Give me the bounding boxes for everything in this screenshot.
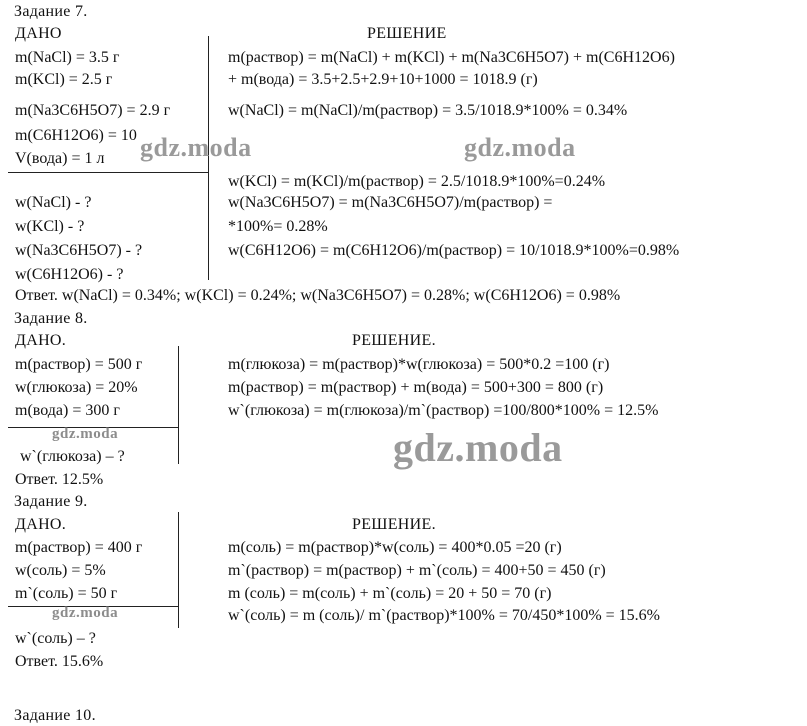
task7-solution-2: + m(вода) = 3.5+2.5+2.9+10+1000 = 1018.9 (г): [228, 71, 538, 88]
task7-divider-horizontal: [8, 172, 208, 173]
task7-solution-5: w(Na3C6H5O7) = m(Na3C6H5O7)/m(раствор) =: [228, 194, 553, 211]
task9-answer: Ответ. 15.6%: [15, 653, 104, 670]
task10-title: Задание 10.: [14, 707, 96, 724]
task8-given-3: m(вода) = 300 г: [15, 402, 120, 419]
watermark-logo: gdz.moda: [140, 133, 252, 162]
task7-find-1: w(NaCl) - ?: [15, 194, 92, 211]
task9-given-1: m(раствор) = 400 г: [15, 539, 143, 556]
task9-solution-label: РЕШЕНИЕ.: [352, 516, 436, 533]
task7-solution-6: *100%= 0.28%: [228, 218, 328, 235]
task9-find: w`(соль) – ?: [15, 630, 96, 647]
task7-solution-3: w(NaCl) = m(NaCl)/m(раствор) = 3.5/1018.9*100% = 0.34%: [228, 102, 628, 119]
task7-given-label: ДАНО: [15, 25, 62, 42]
task7-solution-1: m(раствор) = m(NaCl) + m(KCl) + m(Na3C6H5O7) + m(C6H12O6): [228, 49, 675, 66]
watermark-logo: gdz.moda: [464, 133, 576, 162]
task7-find-4: w(C6H12O6) - ?: [15, 266, 124, 283]
task8-title: Задание 8.: [14, 310, 88, 327]
task9-divider-vertical: [178, 512, 179, 628]
watermark-logo: gdz.moda: [393, 425, 563, 470]
task9-solution-1: m(соль) = m(раствор)*w(соль) = 400*0.05 =20 (г): [228, 539, 562, 556]
watermark-logo: gdz.moda: [52, 605, 119, 621]
task8-divider-vertical: [178, 346, 179, 464]
task7-solution-label: РЕШЕНИЕ: [367, 25, 447, 42]
task8-solution-1: m(глюкоза) = m(раствор)*w(глюкоза) = 500*0.2 =100 (г): [228, 356, 610, 373]
task7-answer: Ответ. w(NaCl) = 0.34%; w(KCl) = 0.24%; w(Na3C6H5O7) = 0.28%; w(C6H12O6) = 0.98%: [15, 287, 621, 304]
task9-given-2: w(соль) = 5%: [15, 562, 106, 579]
task7-given-3: m(Na3C6H5O7) = 2.9 г: [15, 102, 171, 119]
task9-title: Задание 9.: [14, 493, 88, 510]
task9-solution-3: m (соль) = m(соль) + m`(соль) = 20 + 50 = 70 (г): [228, 585, 552, 602]
task9-solution-4: w`(соль) = m (соль)/ m`(раствор)*100% = 70/450*100% = 15.6%: [228, 607, 660, 624]
task8-solution-2: m(раствор) = m(раствор) + m(вода) = 500+300 = 800 (г): [228, 379, 604, 396]
task7-find-2: w(KCl) - ?: [15, 218, 85, 235]
task8-given-2: w(глюкоза) = 20%: [15, 379, 138, 396]
task9-given-label: ДАНО.: [15, 516, 67, 533]
task8-solution-label: РЕШЕНИЕ.: [352, 332, 436, 349]
task9-solution-2: m`(раствор) = m(раствор) + m`(соль) = 400+50 = 450 (г): [228, 562, 606, 579]
task7-given-1: m(NaCl) = 3.5 г: [15, 49, 120, 66]
task8-given-label: ДАНО.: [15, 332, 67, 349]
task8-answer: Ответ. 12.5%: [15, 471, 104, 488]
task7-solution-4: w(KCl) = m(KCl)/m(раствор) = 2.5/1018.9*100%=0.24%: [228, 173, 606, 190]
task7-find-3: w(Na3C6H5O7) - ?: [15, 242, 143, 259]
task9-given-3: m`(соль) = 50 г: [15, 585, 118, 602]
task8-find: w`(глюкоза) – ?: [20, 448, 125, 465]
watermark-logo: gdz.moda: [52, 426, 119, 442]
task7-given-2: m(KCl) = 2.5 г: [15, 71, 113, 88]
task7-title: Задание 7.: [14, 3, 88, 20]
task7-given-4: m(C6H12O6) = 10: [15, 127, 137, 144]
task7-solution-7: w(C6H12O6) = m(C6H12O6)/m(раствор) = 10/1018.9*100%=0.98%: [228, 242, 680, 259]
task8-given-1: m(раствор) = 500 г: [15, 356, 143, 373]
task7-given-5: V(вода) = 1 л: [15, 150, 105, 167]
task8-solution-3: w`(глюкоза) = m(глюкоза)/m`(раствор) =100/800*100% = 12.5%: [228, 402, 659, 419]
